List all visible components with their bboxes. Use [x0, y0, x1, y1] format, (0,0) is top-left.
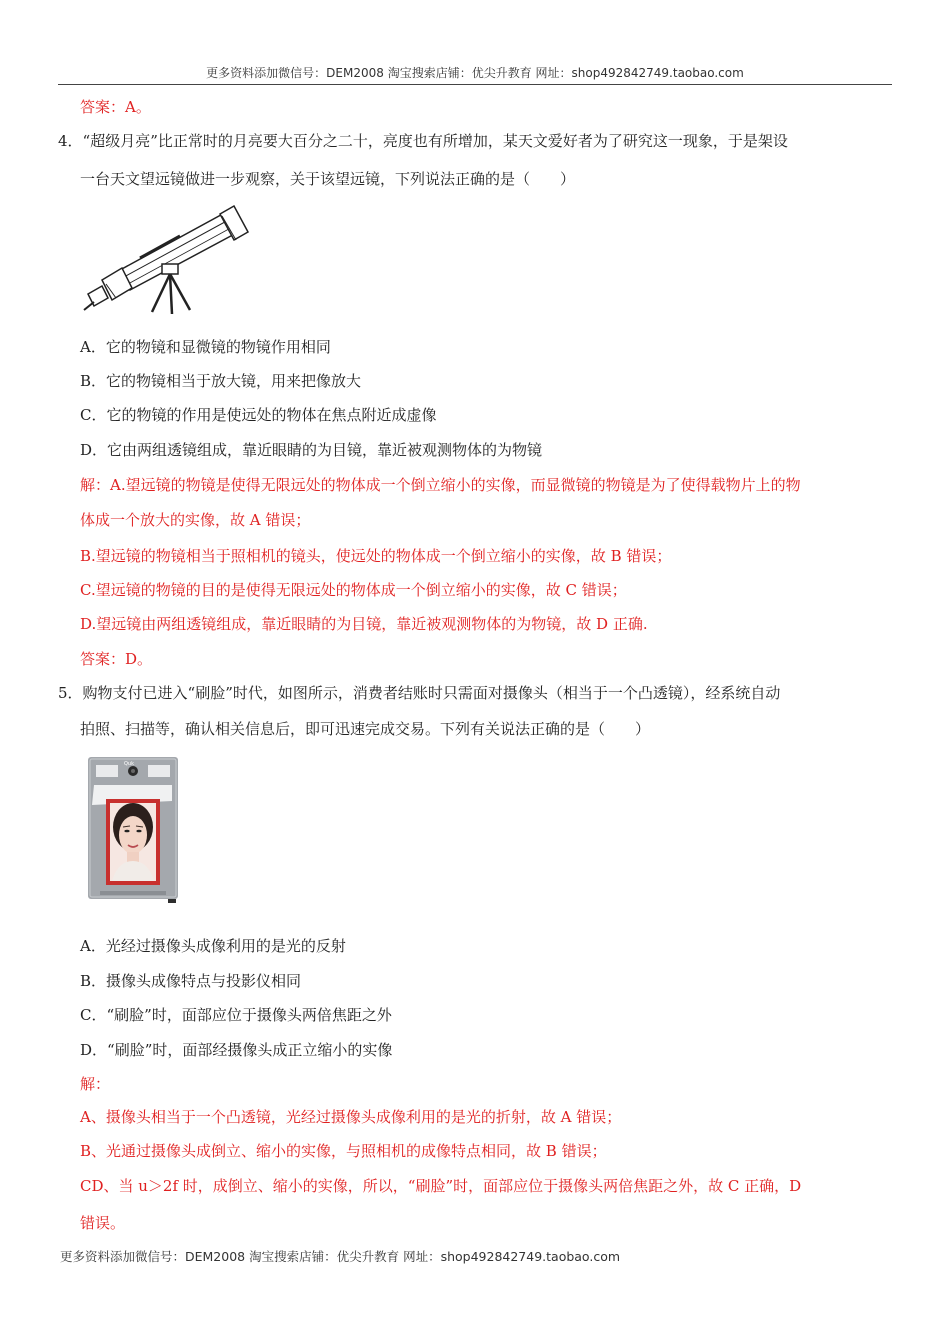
page-header: 更多资料添加微信号：DEM2008 淘宝搜索店铺：优尖升教育 网址：shop492842749.taobao.com	[58, 64, 892, 85]
svg-text:Quk: Quk	[124, 761, 134, 767]
q5-solution-line-3: B、光通过摄像头成倒立、缩小的实像，与照相机的成像特点相同，故 B 错误；	[80, 1142, 607, 1160]
q4-solution-line-4: C.望远镜的物镜的目的是使得无限远处的物体成一个倒立缩小的实像，故 C 错误；	[80, 581, 627, 599]
q4-option-b: B．它的物镜相当于放大镜，用来把像放大	[80, 372, 362, 390]
q5-stem-line-2: 拍照、扫描等，确认相关信息后，即可迅速完成交易。下列有关说法正确的是（ ）	[80, 720, 651, 738]
q4-solution-line-3: B.望远镜的物镜相当于照相机的镜头，使远处的物体成一个倒立缩小的实像，故 B 错误；	[80, 547, 672, 565]
q4-stem-line-2: 一台天文望远镜做进一步观察，关于该望远镜，下列说法正确的是（ ）	[80, 170, 576, 188]
face-scanner-figure	[86, 755, 180, 903]
q5-solution-line-4: CD、当 u＞2f 时，成倒立、缩小的实像，所以，“刷脸”时，面部应位于摄像头两倍焦距之外，故 C 正确，D	[80, 1177, 802, 1195]
q4-option-c: C．它的物镜的作用是使远处的物体在焦点附近成虚像	[80, 406, 437, 424]
q4-option-a: A．它的物镜和显微镜的物镜作用相同	[80, 338, 331, 356]
q4-solution-line-2: 体成一个放大的实像，故 A 错误；	[80, 511, 311, 529]
q4-stem-line-1: 4．“超级月亮”比正常时的月亮要大百分之二十，亮度也有所增加，某天文爱好者为了研究这一现象，于是架设	[58, 132, 788, 150]
q5-option-c: C．“刷脸”时，面部应位于摄像头两倍焦距之外	[80, 1006, 392, 1024]
q4-answer: 答案：D。	[80, 650, 153, 668]
q5-option-b: B．摄像头成像特点与投影仪相同	[80, 972, 302, 990]
q5-option-d: D．“刷脸”时，面部经摄像头成正立缩小的实像	[80, 1041, 393, 1059]
q5-solution-line-2: A、摄像头相当于一个凸透镜，光经过摄像头成像利用的是光的折射，故 A 错误；	[80, 1108, 622, 1126]
q5-solution-line-1: 解：	[80, 1075, 111, 1093]
previous-answer: 答案：A。	[80, 98, 151, 116]
telescope-figure	[80, 198, 252, 318]
q4-option-d: D．它由两组透镜组成，靠近眼睛的为目镜，靠近被观测物体的为物镜	[80, 441, 543, 459]
q5-option-a: A．光经过摄像头成像利用的是光的反射	[80, 937, 346, 955]
q5-stem-line-1: 5．购物支付已进入“刷脸”时代，如图所示，消费者结账时只需面对摄像头（相当于一个凸透镜），经系统自动	[58, 684, 781, 702]
q4-solution-line-5: D.望远镜由两组透镜组成，靠近眼睛的为目镜，靠近被观测物体的为物镜，故 D 正确.	[80, 615, 648, 633]
page-footer: 更多资料添加微信号：DEM2008 淘宝搜索店铺：优尖升教育 网址：shop492842749.taobao.com	[60, 1249, 621, 1264]
q4-solution-line-1: 解：A.望远镜的物镜是使得无限远处的物体成一个倒立缩小的实像，而显微镜的物镜是为了使得载物片上的物	[80, 476, 801, 494]
q5-solution-line-5: 错误。	[80, 1214, 126, 1232]
